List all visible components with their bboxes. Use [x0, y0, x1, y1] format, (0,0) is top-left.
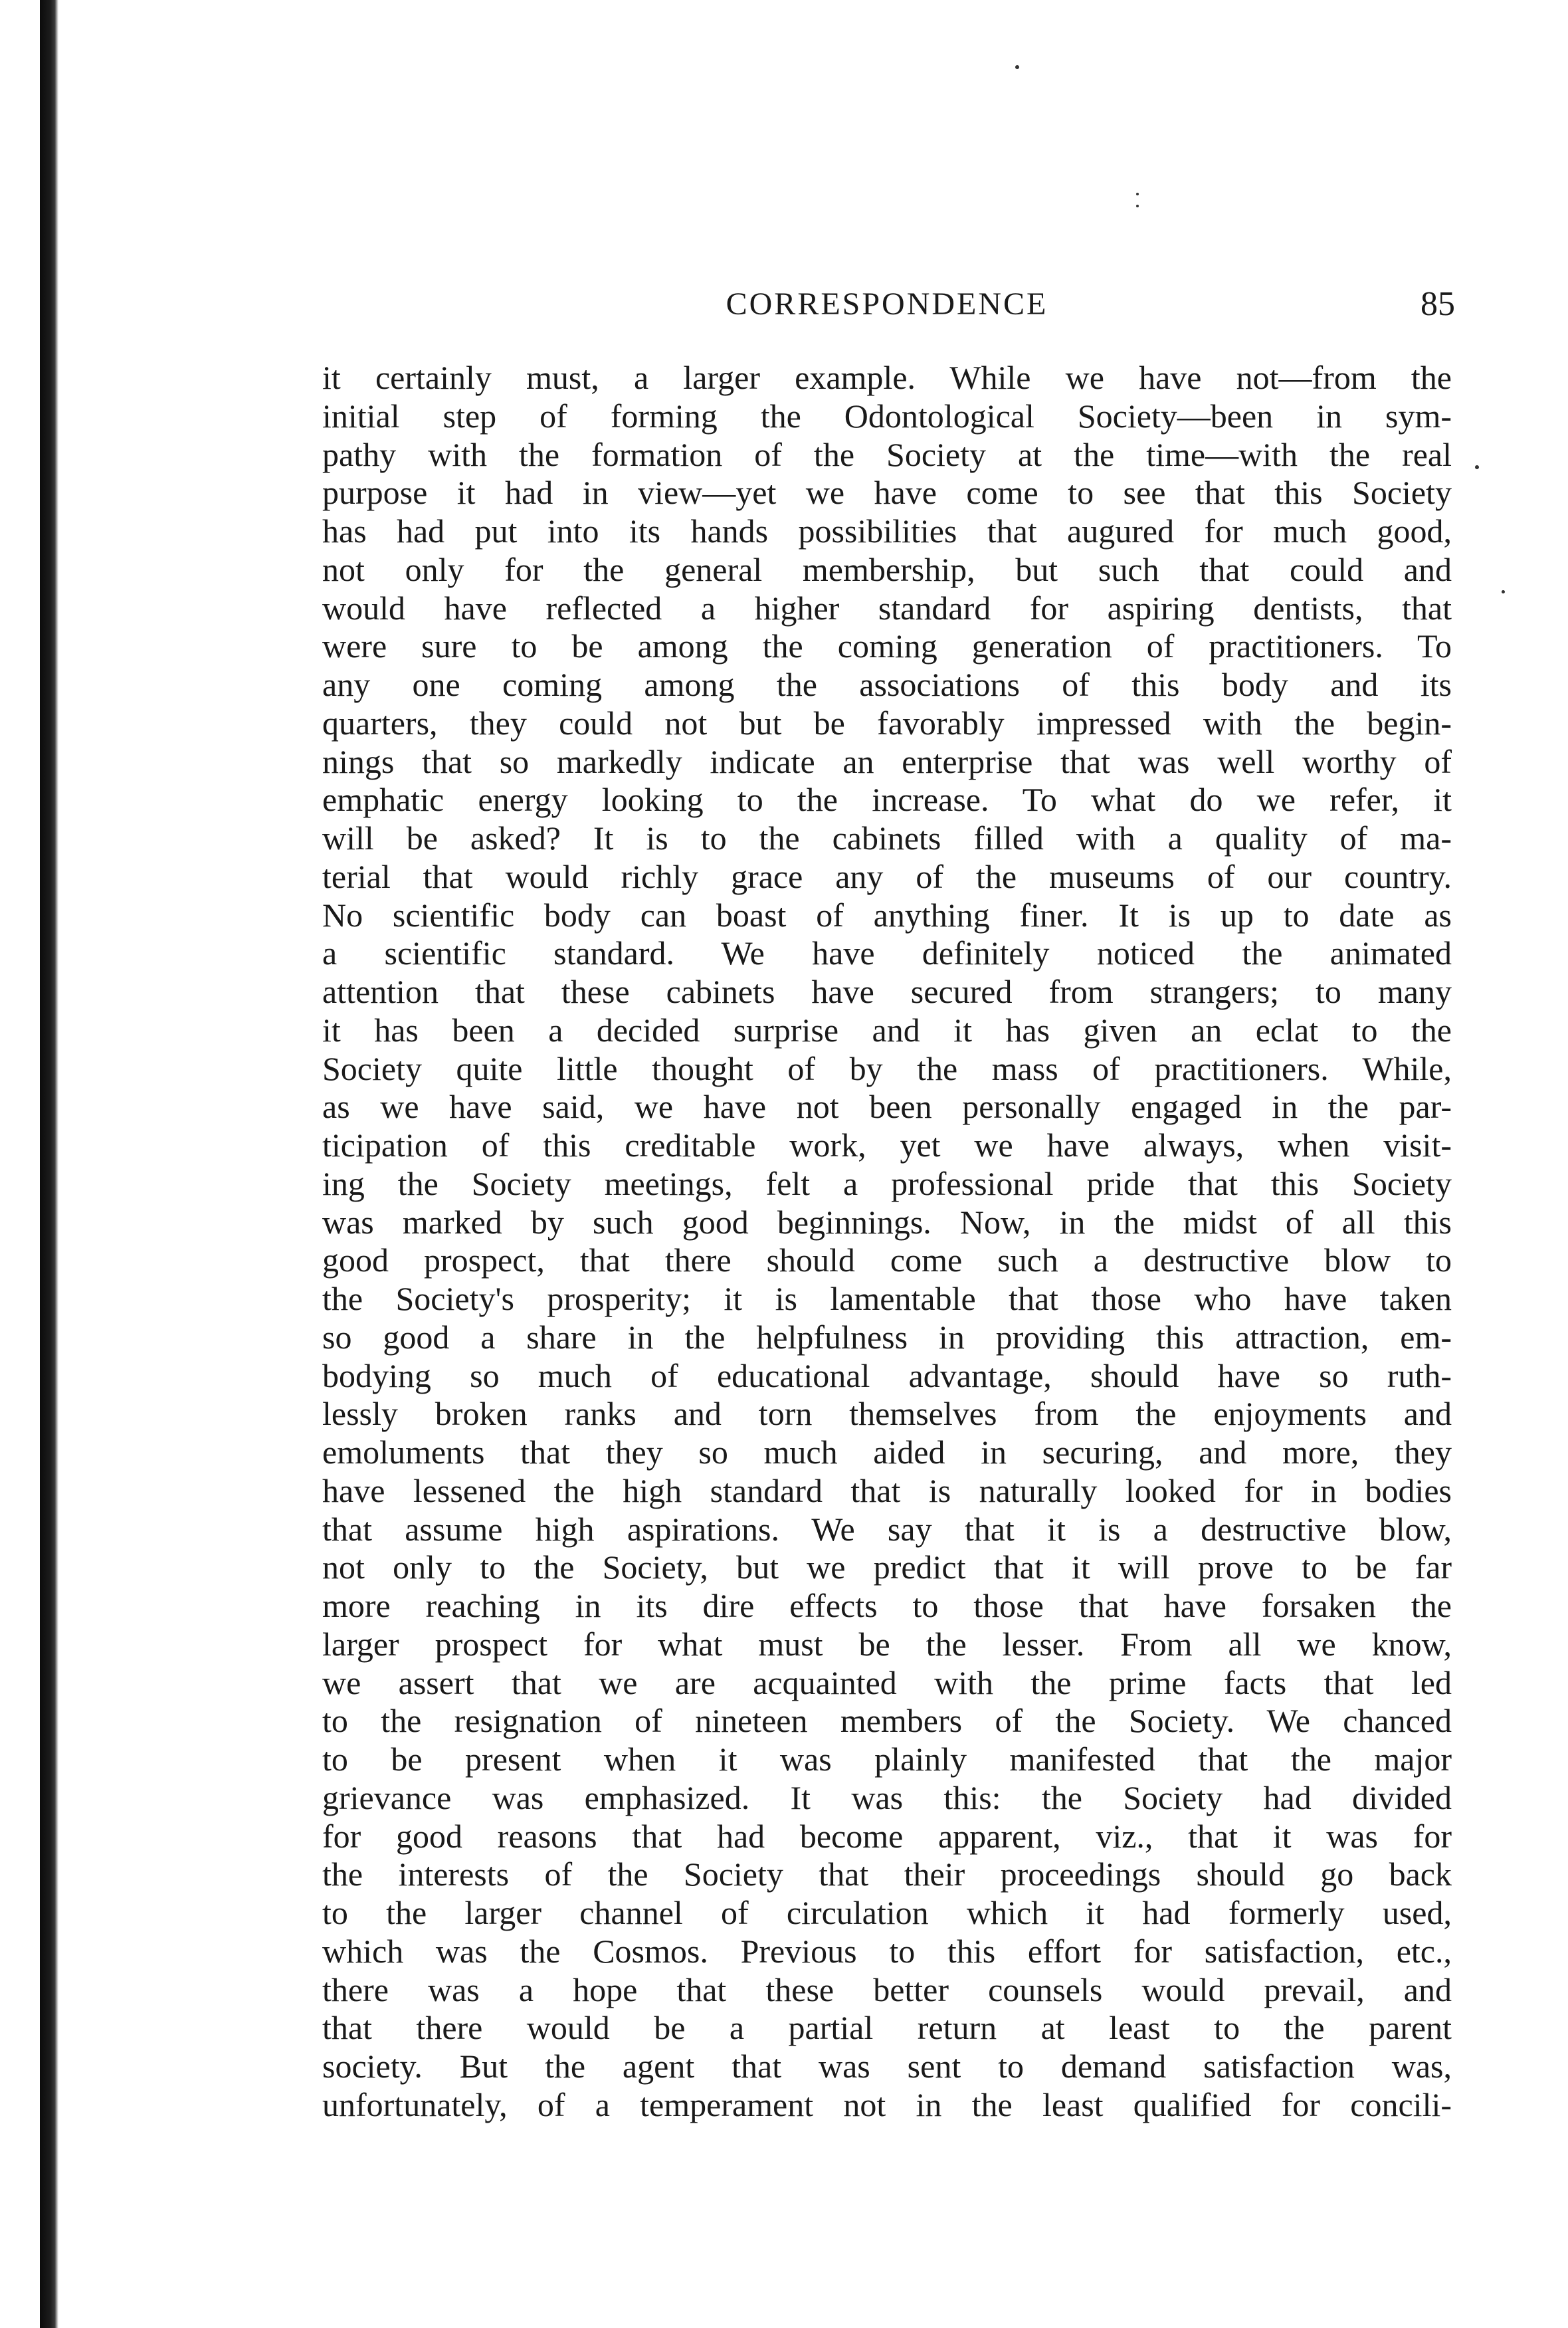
text-line: unfortunately, of a temperament not in the least qualified for concili- — [322, 2085, 1452, 2123]
text-line: Society quite little thought of by the mass of practitioners. While, — [322, 1049, 1452, 1087]
text-line: attention that these cabinets have secured from strangers; to many — [322, 973, 1452, 1010]
text-line: have lessened the high standard that is naturally looked for in bodies — [322, 1471, 1452, 1509]
text-line: not only to the Society, but we predict that it will prove to be far — [322, 1548, 1452, 1586]
text-line: ing the Society meetings, felt a professional pride that this Society — [322, 1164, 1452, 1202]
text-line: were sure to be among the coming generation of practitioners. To — [322, 627, 1452, 665]
text-line: nings that so markedly indicate an enterprise that was well worthy of — [322, 742, 1452, 780]
text-line: will be asked? It is to the cabinets filled with a quality of ma- — [322, 819, 1452, 857]
stray-ink-mark — [1475, 465, 1479, 469]
text-line: to the resignation of nineteen members of the Society. We chanced — [322, 1702, 1452, 1740]
text-line: the interests of the Society that their proceedings should go back — [322, 1855, 1452, 1893]
text-line: that there would be a partial return at least to the parent — [322, 2009, 1452, 2047]
text-line: to the larger channel of circulation which it had formerly used, — [322, 1894, 1452, 1931]
text-line: lessly broken ranks and torn themselves from the enjoyments and — [322, 1395, 1452, 1433]
text-line: the Society's prosperity; it is lamentable that those who have taken — [322, 1280, 1452, 1317]
text-line: was marked by such good beginnings. Now, in the midst of all this — [322, 1203, 1452, 1241]
stray-ink-mark — [1015, 65, 1019, 69]
text-line: initial step of forming the Odontological Society—been in sym- — [322, 397, 1452, 435]
text-line: it certainly must, a larger example. While we have not—from the — [322, 359, 1452, 396]
stray-ink-mark — [1502, 590, 1505, 593]
text-line: to be present when it was plainly manifested that the major — [322, 1741, 1452, 1778]
text-line: there was a hope that these better counsels would prevail, and — [322, 1970, 1452, 2008]
text-line: we assert that we are acquainted with the prime facts that led — [322, 1663, 1452, 1701]
text-line: emoluments that they so much aided in securing, and more, they — [322, 1433, 1452, 1471]
text-line: emphatic energy looking to the increase. To what do we refer, it — [322, 781, 1452, 819]
text-line: which was the Cosmos. Previous to this effort for satisfaction, etc., — [322, 1932, 1452, 1970]
text-line: that assume high aspirations. We say that it is a destructive blow, — [322, 1510, 1452, 1548]
text-line: terial that would richly grace any of the museums of our country. — [322, 857, 1452, 895]
text-line: larger prospect for what must be the lesser. From all we know, — [322, 1625, 1452, 1663]
text-line: purpose it had in view—yet we have come to see that this Society — [322, 474, 1452, 512]
text-line: society. But the agent that was sent to demand satisfaction was, — [322, 2048, 1452, 2085]
text-line: a scientific standard. We have definitely noticed the animated — [322, 934, 1452, 972]
text-line: so good a share in the helpfulness in providing this attraction, em- — [322, 1318, 1452, 1356]
stray-ink-mark — [1136, 205, 1139, 207]
text-line: pathy with the formation of the Society at the time—with the real — [322, 435, 1452, 473]
page-number: 85 — [1421, 285, 1455, 323]
text-line: grievance was emphasized. It was this: the Society had divided — [322, 1778, 1452, 1816]
running-head — [319, 278, 1455, 331]
text-line: any one coming among the associations of this body and its — [322, 666, 1452, 703]
text-line: more reaching in its dire effects to those that have forsaken the — [322, 1587, 1452, 1624]
text-line: bodying so much of educational advantage, should have so ruth- — [322, 1356, 1452, 1394]
text-line: would have reflected a higher standard for aspiring dentists, that — [322, 589, 1452, 627]
text-line: ticipation of this creditable work, yet we have always, when visit- — [322, 1126, 1452, 1164]
text-line: it has been a decided surprise and it has given an eclat to the — [322, 1011, 1452, 1049]
body-text — [322, 359, 1452, 2125]
text-line: good prospect, that there should come such a destructive blow to — [322, 1241, 1452, 1279]
book-binding-edge — [40, 0, 58, 2328]
text-line: not only for the general membership, but such that could and — [322, 550, 1452, 588]
text-line: No scientific body can boast of anything finer. It is up to date as — [322, 896, 1452, 934]
text-line: has had put into its hands possibilities that augured for much good, — [322, 512, 1452, 550]
text-line: quarters, they could not but be favorably impressed with the begin- — [322, 704, 1452, 742]
running-head-title: CORRESPONDENCE — [726, 286, 1048, 322]
stray-ink-mark — [1136, 193, 1139, 195]
text-line: as we have said, we have not been personally engaged in the par- — [322, 1088, 1452, 1126]
text-line: for good reasons that had become apparent, viz., that it was for — [322, 1817, 1452, 1855]
